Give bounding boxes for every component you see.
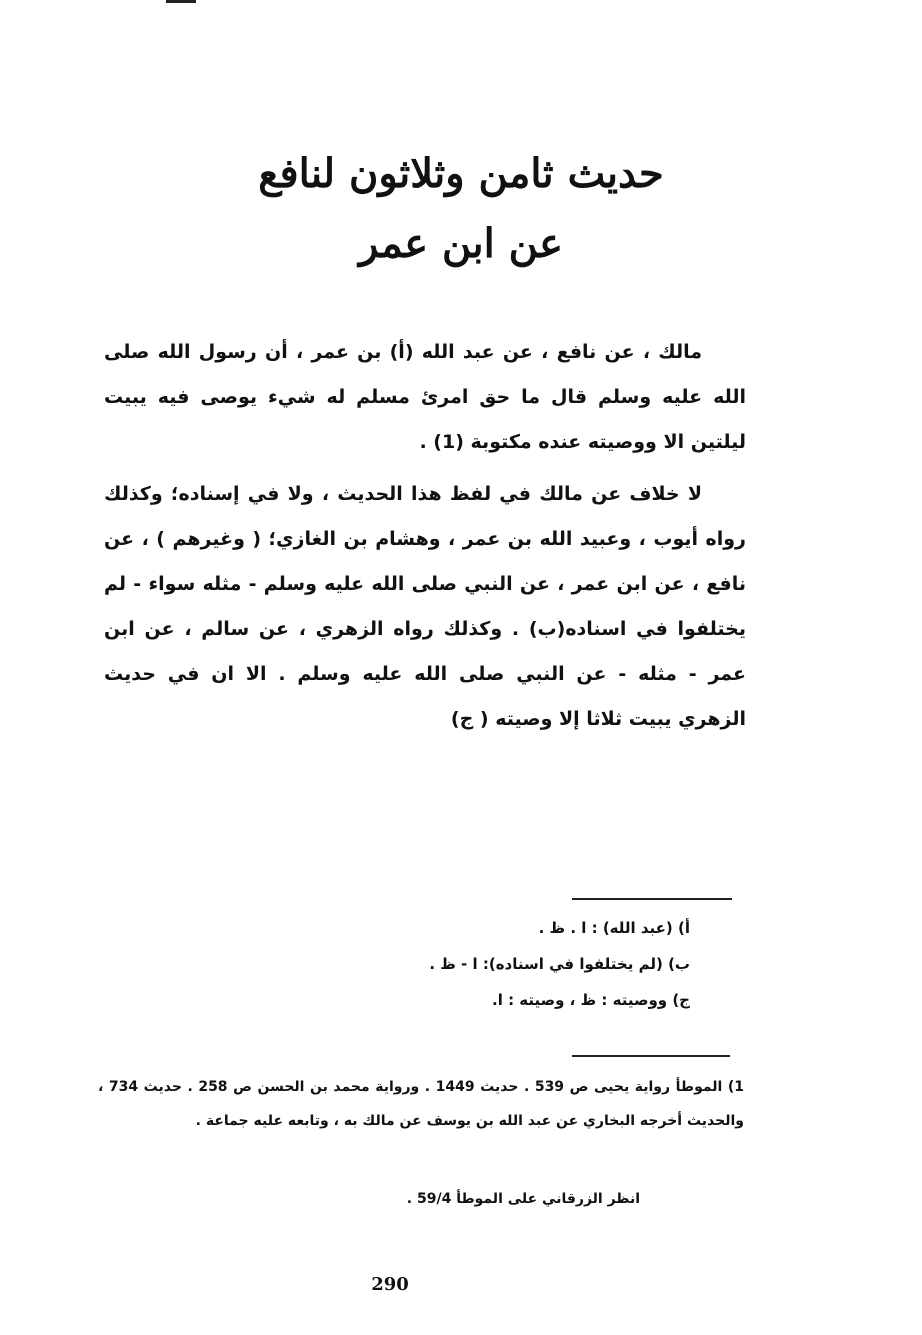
footnote-text: 1) الموطأ رواية يحيى ص 539 . حديث 1449 . ورواية محمد بن الحسن ص 258 . حديث 734 ، والحديث أخرجه البخاري عن عبد الله بن يوسف عن مالك به ، وتابعه عليه جماعة .	[98, 1079, 744, 1129]
chapter-title-line-2: عن ابن عمر	[359, 220, 563, 267]
variant-note: ج) ووصيته : ظ ، وصيته : ا.	[492, 991, 690, 1009]
footnote-see-also: انظر الزرقاني على الموطأ 59/4 .	[406, 1191, 640, 1207]
hadith-paragraph	[104, 330, 746, 465]
variants-separator	[572, 898, 732, 900]
page-number: 290	[371, 1274, 409, 1295]
variant-note: ب) (لم يختلفوا في اسناده): ا - ظ .	[429, 955, 690, 973]
hadith-text: مالك ، عن نافع ، عن عبد الله (أ) بن عمر ، أن رسول الله صلى الله عليه وسلم قال ما حق امرئ مسلم له شيء يوصى فيه يبيت ليلتين الا ووصيته عنده مكتوبة (1) .	[104, 341, 746, 453]
top-scan-mark	[166, 0, 196, 3]
variant-note: أ) (عبد الله) : ا . ظ .	[538, 919, 690, 937]
commentary-text: لا خلاف عن مالك في لفظ هذا الحديث ، ولا في إسناده؛ وكذلك رواه أيوب ، وعبيد الله بن عمر ، وهشام بن الغازي؛ ( وغيرهم ) ، عن نافع ، عن ابن عمر ، عن النبي صلى الله عليه وسلم - مثله سواء - لم يختلفوا في اسناده(ب) . وكذلك رواه الزهري ، عن سالم ، عن ابن عمر - مثله - عن النبي صلى الله عليه وسلم . الا ان في حديث الزهري يبيت ثلاثا إلا وصيته ( ج)	[104, 483, 746, 730]
chapter-title-line-1: حديث ثامن وثلاثون لنافع	[258, 150, 664, 197]
footnote-separator	[572, 1055, 730, 1057]
manuscript-variants	[360, 910, 690, 1018]
commentary-paragraph	[104, 472, 746, 742]
